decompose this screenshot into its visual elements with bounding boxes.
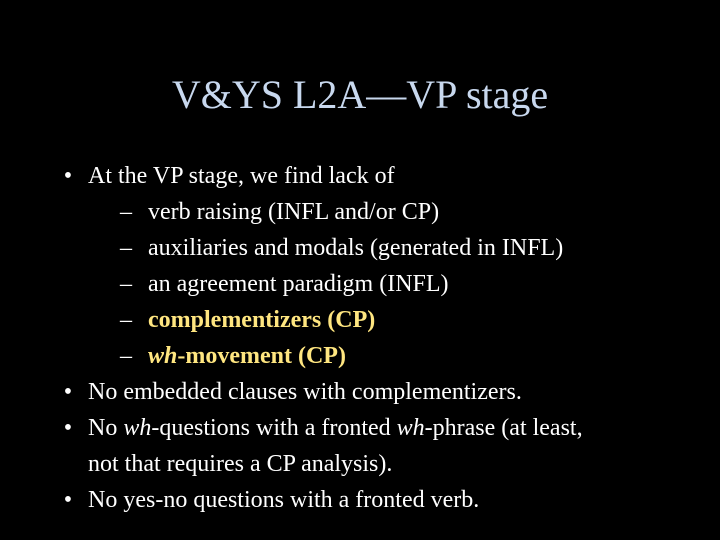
subitem-wh-movement — [58, 338, 708, 374]
wh-prefix: No — [88, 415, 124, 441]
subitem-auxiliaries — [58, 230, 708, 266]
slide-title: V&YS L2A—VP stage — [171, 72, 549, 117]
dash-marker: – — [120, 235, 132, 261]
subitem-verb-raising — [58, 194, 708, 230]
bullet-embedded-text: No embedded clauses with complementizers. — [88, 379, 522, 405]
wh-italic: wh — [123, 415, 152, 441]
bullet-yes-no-text: No yes-no questions with a fronted verb. — [88, 487, 480, 513]
wh-middle: -questions with a fronted — [151, 415, 397, 441]
bullet-marker: • — [63, 415, 73, 441]
wh-movement-rest: -movement (CP) — [177, 343, 346, 369]
bullet-wh-questions — [58, 410, 708, 446]
subitem-complementizers — [58, 302, 708, 338]
bullet-marker: • — [63, 379, 73, 405]
wh-italic: wh — [148, 343, 178, 369]
slide-body — [58, 158, 708, 518]
bullet-intro-text: At the VP stage, we find lack of — [88, 163, 395, 189]
subitem-text: auxiliaries and modals (generated in INFL) — [148, 235, 564, 261]
subitem-text: an agreement paradigm (INFL) — [148, 271, 449, 297]
subitem-text: verb raising (INFL and/or CP) — [148, 199, 440, 225]
bullet-yes-no — [58, 482, 708, 518]
subitem-agreement — [58, 266, 708, 302]
wh-italic: wh — [396, 415, 425, 441]
wh-rest: -phrase (at least, — [424, 415, 583, 441]
bullet-wh-line1 — [88, 415, 583, 441]
dash-marker: – — [120, 199, 132, 225]
bullet-embedded-clauses — [58, 374, 708, 410]
dash-marker: – — [120, 343, 132, 369]
subitem-complementizers-text: complementizers (CP) — [148, 307, 376, 333]
bullet-marker: • — [63, 487, 73, 513]
bullet-wh-line2: not that requires a CP analysis). — [88, 451, 393, 477]
dash-marker: – — [120, 271, 132, 297]
subitem-wh-movement-text — [148, 343, 346, 369]
dash-marker: – — [120, 307, 132, 333]
bullet-marker: • — [63, 163, 73, 189]
bullet-intro — [58, 158, 708, 194]
